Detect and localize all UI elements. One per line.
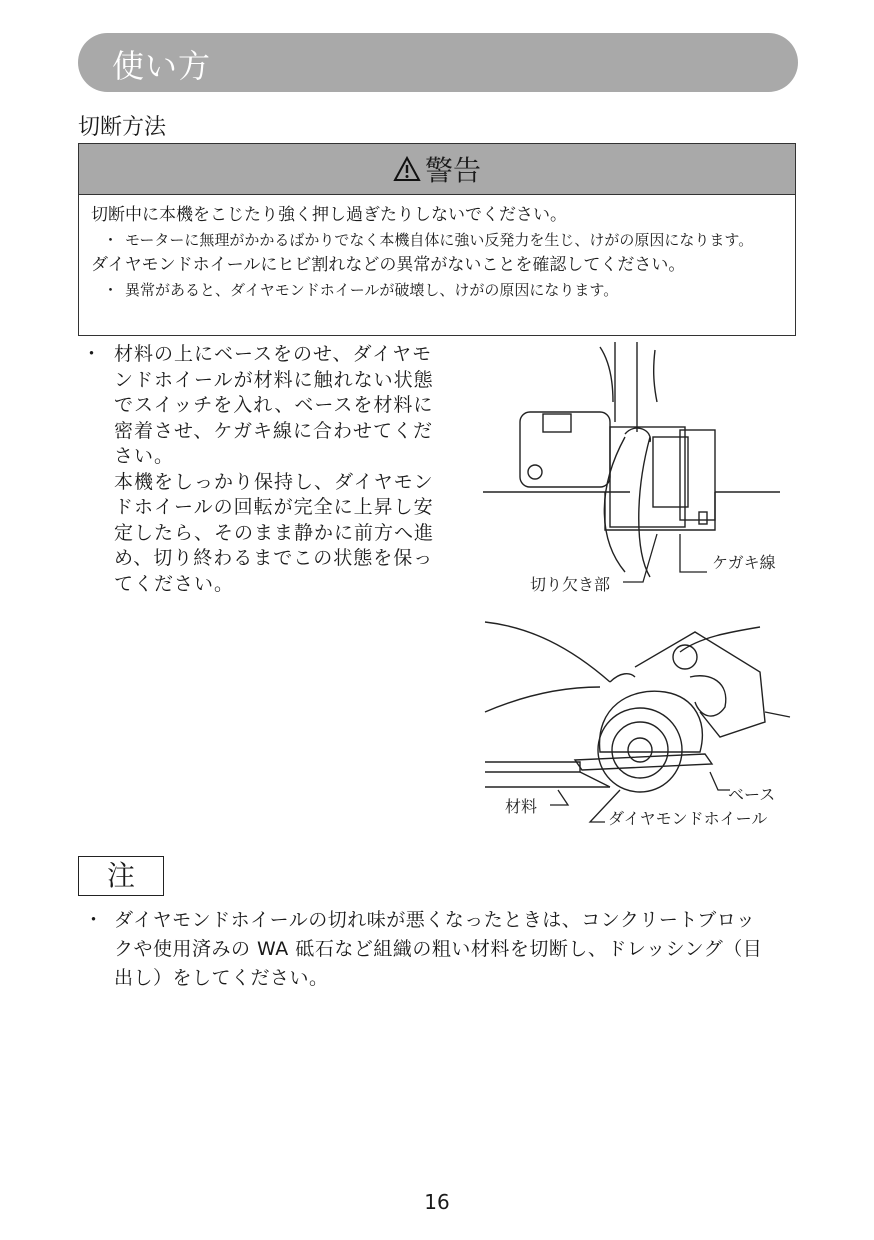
- page-number: 16: [424, 1190, 450, 1214]
- warning-header: [79, 144, 795, 195]
- instruction-text: 材料の上にベースをのせ、ダイヤモ ンドホイールが材料に触れない状態 でスイッチを入れ、ベースを材料に 密着させ、ケガキ線に合わせてくだ さい。 本機をしっかり保持し、ダイヤモン ドホイールの回転が完全に上昇し安 定したら、そのまま静かに前方へ進 め、切り終わるまでこの状態を保っ てください。: [114, 343, 435, 595]
- figure-top-view: [475, 342, 795, 602]
- note-label: 注: [78, 856, 164, 896]
- bullet-dot: ・: [103, 281, 119, 299]
- warning-item-sub: [91, 228, 785, 253]
- warning-triangle-icon: [393, 156, 421, 182]
- warning-item-sub-text: モーターに無理がかかるばかりでなく本機自体に強い反発力を生じ、けがの原因になります。: [125, 231, 754, 249]
- figure-label-material: 材料: [505, 797, 538, 816]
- page-title: 使い方: [112, 47, 212, 85]
- warning-item-sub: [91, 278, 785, 303]
- figure-label-wheel: ダイヤモンドホイール: [608, 809, 768, 828]
- note-text: ダイヤモンドホイールの切れ味が悪くなったときは、コンクリートブロッ クや使用済みの WA 砥石など組織の粗い材料を切断し、ドレッシング（目 出し）をしてください。: [114, 909, 763, 989]
- warning-box: [78, 143, 796, 336]
- figure-label-base: ベース: [728, 785, 776, 804]
- figure-label-notch: 切り欠き部: [530, 575, 611, 594]
- bullet-dot: ・: [103, 231, 119, 249]
- section-header-bar: [78, 33, 798, 92]
- note-block: [84, 906, 804, 993]
- warning-item-main: 切断中に本機をこじたり強く押し過ぎたりしないでください。: [91, 205, 567, 225]
- warning-item-main: ダイヤモンドホイールにヒビ割れなどの異常がないことを確認してください。: [91, 255, 686, 275]
- section-title: 切断方法: [78, 115, 167, 140]
- bullet-dot: ・: [84, 909, 104, 931]
- warning-body: [79, 195, 795, 303]
- figure-side-view: [480, 612, 800, 842]
- warning-title: 警告: [424, 154, 481, 187]
- bullet-dot: ・: [82, 343, 102, 365]
- instruction-block: [82, 342, 462, 597]
- warning-item-sub-text: 異常があると、ダイヤモンドホイールが破壊し、けがの原因になります。: [125, 281, 619, 299]
- figure-label-scribe-line: ケガキ線: [712, 553, 776, 572]
